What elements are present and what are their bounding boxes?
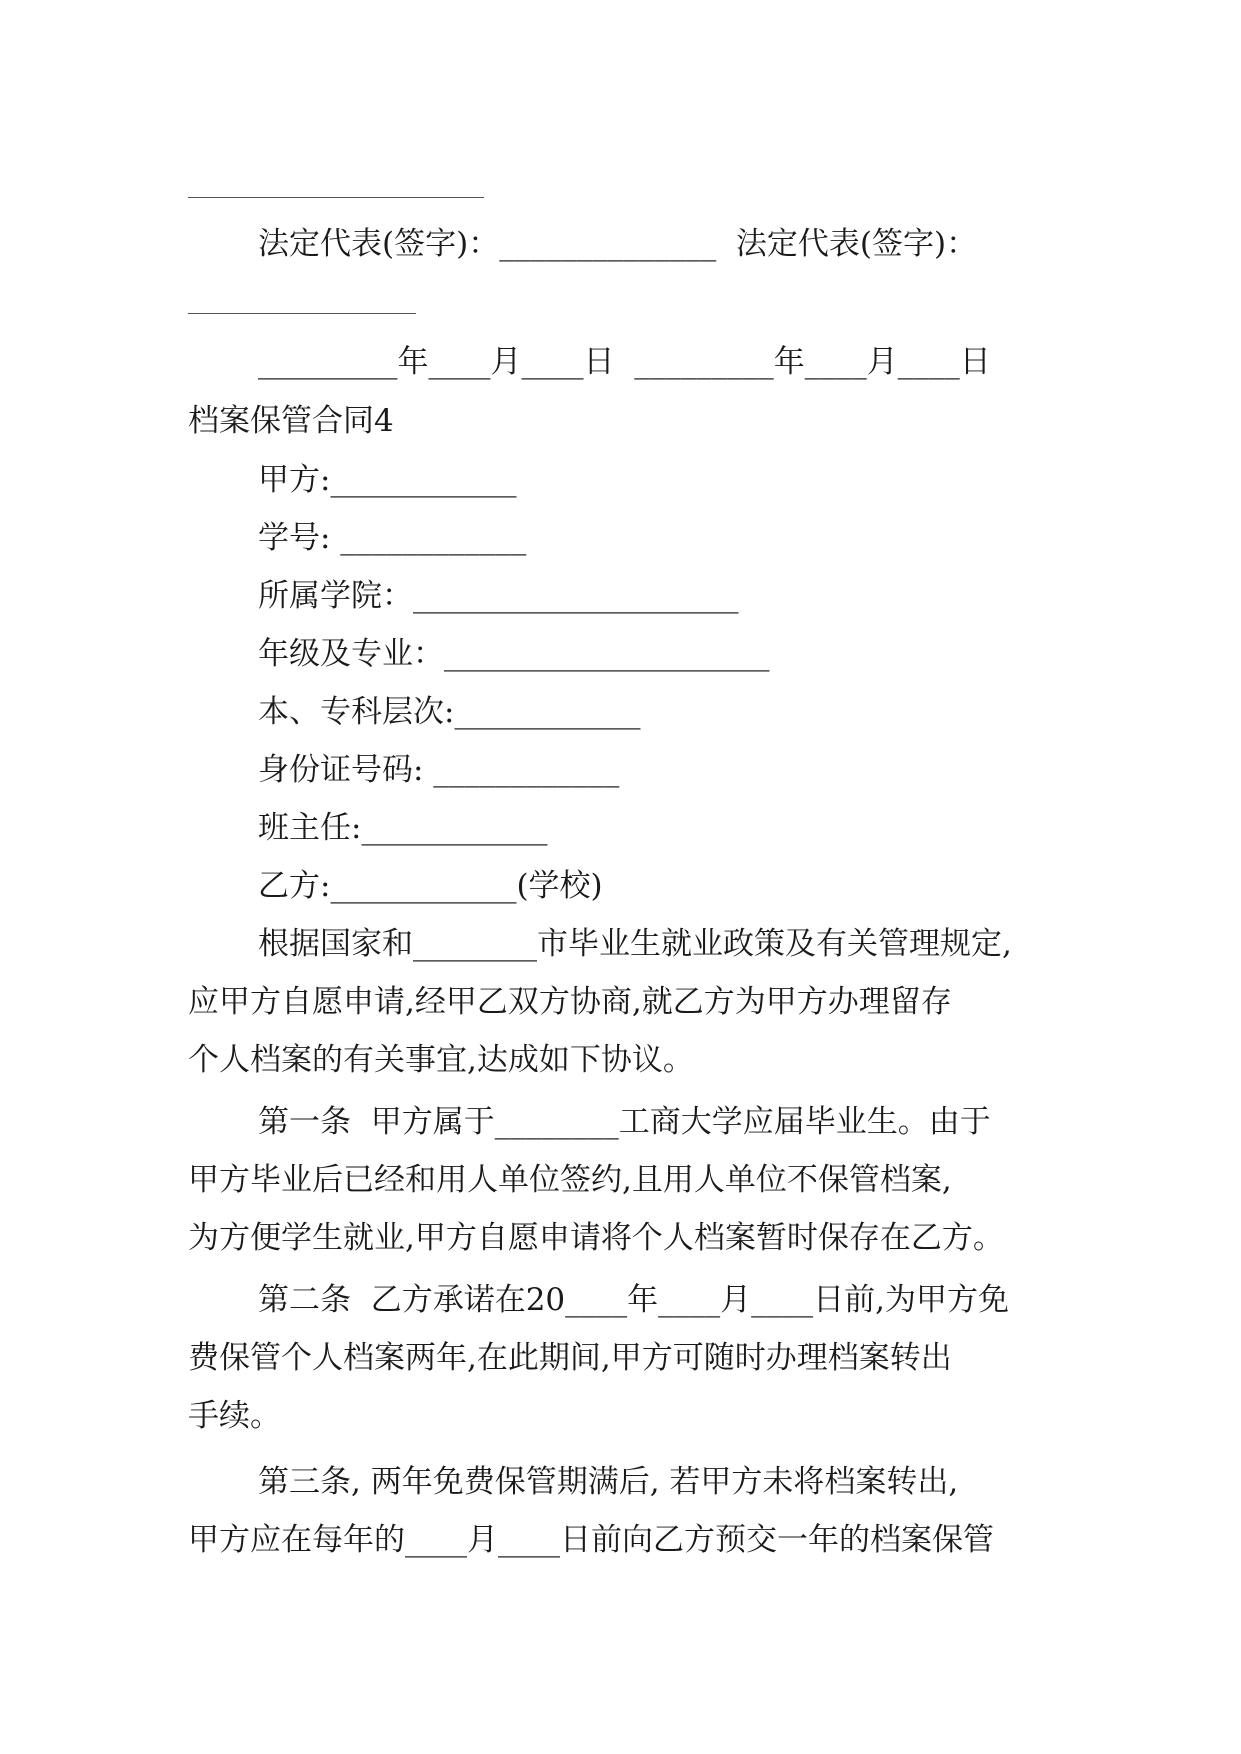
field-id-number: 身份证号码: ____________ <box>258 752 620 788</box>
field-head-teacher: 班主任:____________ <box>258 810 548 846</box>
field-party-b: 乙方:____________(学校) <box>258 868 603 904</box>
article-2-line: 费保管个人档案两年,在此期间,甲方可随时办理档案转出 <box>188 1340 952 1376</box>
contract-title: 档案保管合同4 <box>188 403 394 439</box>
field-student-id: 学号: ____________ <box>258 520 527 556</box>
article-1-line: 为方便学生就业,甲方自愿申请将个人档案暂时保存在乙方。 <box>188 1220 1004 1256</box>
date-line: _________年____月____日 _________年____月____日 <box>258 344 991 380</box>
article-1-line: 第一条 甲方属于________工商大学应届毕业生。由于 <box>258 1104 991 1140</box>
article-2-line: 第二条 乙方承诺在20____年____月____日前,为甲方免 <box>258 1282 1010 1318</box>
field-grade-major: 年级及专业：_____________________ <box>258 636 770 672</box>
legal-rep-signature-line: 法定代表(签字)：______________ 法定代表(签字)： <box>258 226 978 262</box>
paragraph-preamble-line: 根据国家和________市毕业生就业政策及有关管理规定, <box>258 926 1012 962</box>
field-college: 所属学院：_____________________ <box>258 578 739 614</box>
field-party-a: 甲方:____________ <box>258 462 517 498</box>
article-2-line: 手续。 <box>188 1398 281 1434</box>
article-1-line: 甲方毕业后已经和用人单位签约,且用人单位不保管档案, <box>188 1162 952 1198</box>
field-degree-level: 本、专科层次:____________ <box>258 694 641 730</box>
article-3-line: 甲方应在每年的____月____日前向乙方预交一年的档案保管 <box>188 1522 994 1558</box>
article-3-line: 第三条, 两年免费保管期满后, 若甲方未将档案转出, <box>258 1464 959 1500</box>
paragraph-preamble-line: 应甲方自愿申请,经甲乙双方协商,就乙方为甲方办理留存 <box>188 984 952 1020</box>
paragraph-preamble-line: 个人档案的有关事宜,达成如下协议。 <box>188 1042 694 1078</box>
blank-signature-line <box>188 197 484 198</box>
blank-signature-line <box>188 313 416 314</box>
